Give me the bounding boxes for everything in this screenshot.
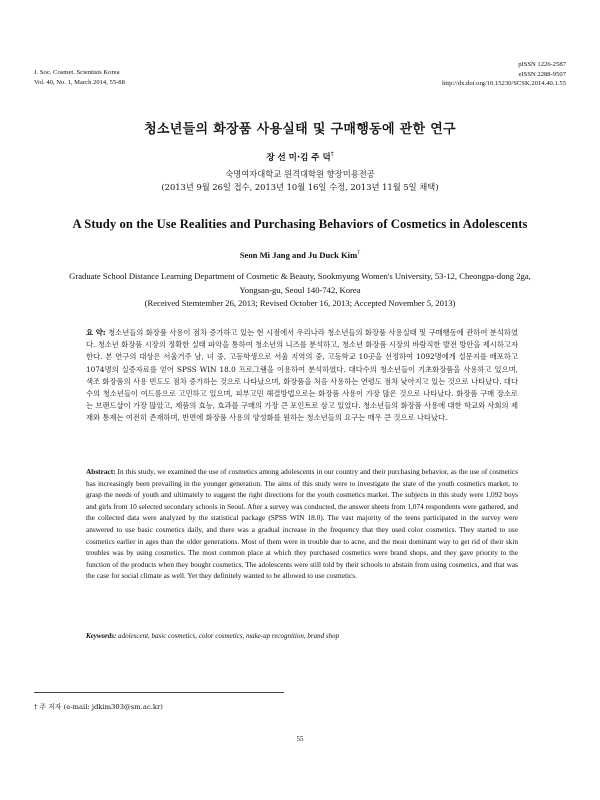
english-abstract-label: Abstract: [86,467,116,476]
keywords-label: Keywords: [86,632,117,640]
korean-abstract [86,327,518,425]
english-author-names: Seon Mi Jang and Ju Duck Kim [239,250,358,260]
korean-authors [0,151,600,163]
korean-affiliation: 숙명여자대학교 원격대학원 향장미용전공 [225,169,375,179]
korean-abstract-text: 청소년들의 화장품 사용이 점차 증가하고 있는 현 시점에서 우리나라 청소년들의 화장품 사용실태 및 구매행동에 관하여 분석하였다. 청소년 화장품 시장의 정확한 실태 파악을 통하여 청소년의 니즈를 분석하고, 청소년 화장품 시장의 바람직한 발전 방안을 제시하고자 한다. 본 연구의 대상은 서울거주 남, 녀 중, 고등학생으로 서울 지역의 중, 고등학교 10곳을 선정하여 1092명에게 설문지를 배포하고 1074명의 실증자료를 얻어 SPSS WIN 18.0 프로그램을 이용하여 분석하였다. 대다수의 청소년들이 기초화장품을 사용하고 있으며, 색조 화장품의 사용 빈도도 점차 증가하는 것으로 나타났으며, 화장품을 처음 사용하는 연령도 점차 낮아지고 있는 것으로 나타났다. 대다수의 청소년들이 여드름으로 고민하고 있으며, 피부고민 해결방법으로는 화장품 사용이 가장 많은 것으로 나타났다. 화장품 구매 장소로는 브랜드샵이 가장 많았고, 제품의 효능, 효과를 구매의 가장 큰 포인트로 삼고 있었다. 청소년들의 화장품 사용에 대한 학교와 사회의 제재와 통제는 여전히 존재하며, 반면에 화장품 사용의 양성화를 원하는 청소년들의 요구는 매우 큰 것으로 나타났다. [86,328,518,423]
korean-dates: (2013년 9월 26일 접수, 2013년 10월 16일 수정, 2013년 11월 5일 채택) [161,182,439,192]
doi-link[interactable]: http://dx.doi.org/10.15230/SCSK.2014.40.1.55 [442,80,566,87]
pissn: pISSN 1226-2587 [518,61,566,68]
korean-affiliation-block [0,168,600,194]
korean-abstract-label: 요 약: [86,328,106,337]
journal-volume: Vol. 40, No. 1, March 2014, 55-88 [34,79,125,86]
corresponding-author-mark: † [330,151,334,159]
english-abstract-text: In this study, we examined the use of cosmetics among adolescents in our country and their purchasing behavior, as the use of cosmetics has increasingly been prevailing in the younger generation. The aims of this study were to investigate the state of the youth cosmetics market, to grasp the needs of youth and ultimately to suggest the right directions for the youth cosmetics market. The subjects in this study were 1,092 boys and girls from 10 selected secondary schools in Seoul. After a survey was conducted, the answer sheets from 1,074 respondents were gathered, and the collected data were analyzed by the statistical package (SPSS WIN 18.0). The vast majority of the teens participated in the survey were answered to use basic cosmetics daily, and there was a gradual increase in the frequency that they used color cosmetics. They started to use cosmetics earlier in ages than the older generations. Most of them were in trouble due to acne, and the most dominant way to get rid of their skin troubles was by using cosmetics. The most common place at which they purchased cosmetics were brand shops, and they gave priority to the function of the products when they bought cosmetics. The adolescents were still told by their schools to abstain from using cosmetics, and that was the case for social climate as well. Yet they definitely wanted to be allowed to use cosmetics. [86,467,518,581]
page-number: 55 [296,735,304,743]
footnote-contact: † 주 저자 (e-mail: jdkim303@sm.ac.kr) [34,703,163,711]
english-authors [0,250,600,260]
english-affiliation-block [60,270,540,311]
keywords [86,632,518,640]
english-title: A Study on the Use Realities and Purchasing Behaviors of Cosmetics in Adolescents [72,217,528,231]
english-affiliation: Graduate School Distance Learning Department of Cosmetic & Beauty, Sookmyung Women's University, 53-12, Cheongpa-dong 2ga, Yongsan-gu, Seoul 140-742, Korea [69,271,531,295]
eissn: eISSN 2288-9507 [518,70,566,78]
keywords-text: adolescent, basic cosmetics, color cosmetics, make-up recognition, brand shop [118,632,340,640]
korean-author-names: 장 선 미·김 주 덕 [266,153,331,163]
english-abstract [86,466,518,582]
footnote-divider [34,692,284,693]
english-dates: (Received Stemtember 26, 2013; Revised October 16, 2013; Accepted November 5, 2013) [144,298,456,308]
journal-header-right [442,60,566,89]
korean-title: 청소년들의 화장품 사용실태 및 구매행동에 관한 연구 [144,122,456,137]
corresponding-author-mark-en: † [357,250,361,257]
journal-name: J. Soc. Cosmet. Scientists Korea [34,69,120,76]
journal-header-left [34,68,125,88]
